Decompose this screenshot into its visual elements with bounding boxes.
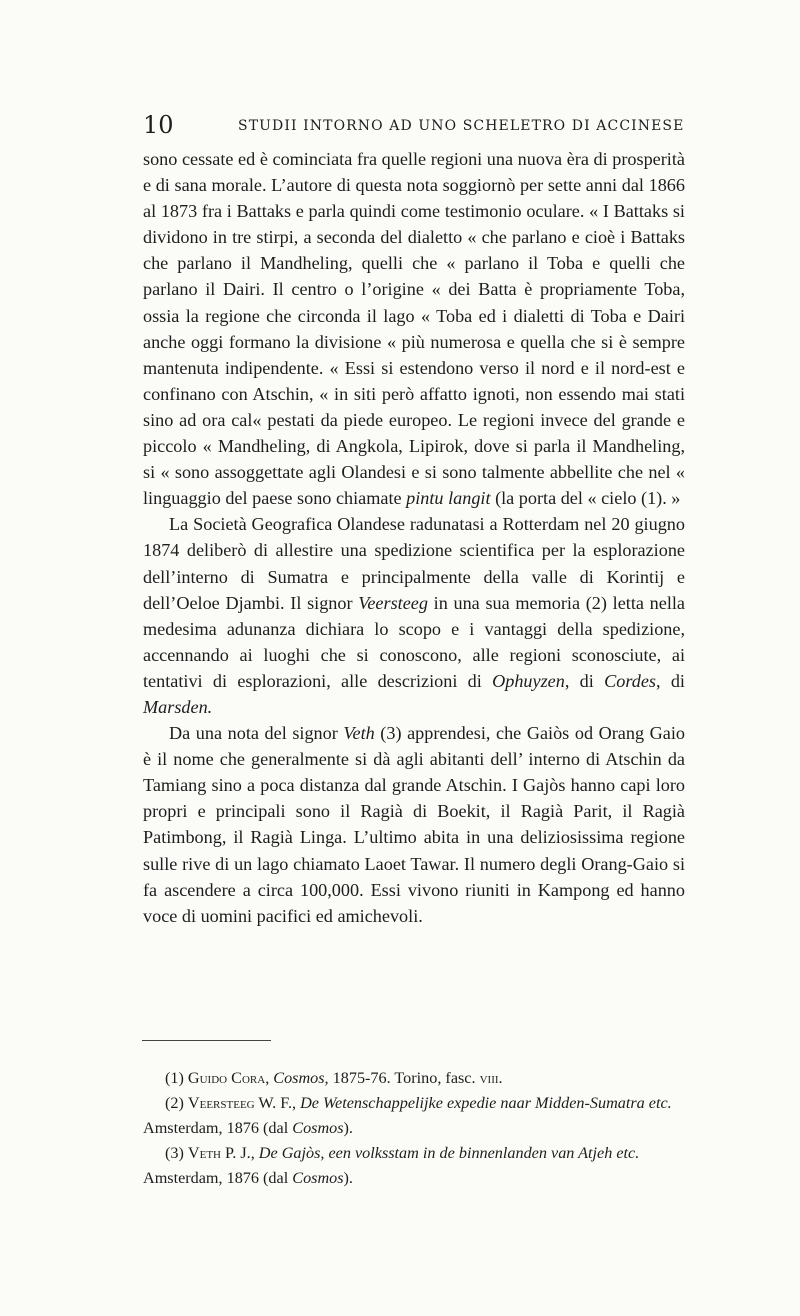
footnote-divider (142, 1040, 271, 1041)
footnote-2 (143, 1091, 685, 1141)
text-run: , di (564, 670, 605, 691)
text-run: 1875-76. Torino, fasc. (328, 1069, 480, 1087)
text-run: , di (656, 670, 685, 691)
page-number: 10 (143, 111, 174, 139)
footnotes (143, 1066, 685, 1191)
text-run: (1) (165, 1069, 188, 1087)
text-run: (3) (165, 1144, 188, 1162)
text-run: Amsterdam, 1876 (dal (143, 1119, 293, 1137)
running-title: STUDII INTORNO AD UNO SCHELETRO DI ACCINESE (238, 118, 685, 134)
italic-text: Cosmos, (273, 1069, 329, 1087)
author-name: Veersteeg (187, 1094, 255, 1112)
italic-text: Marsden. (143, 696, 213, 717)
text-run: Da una nota del signor (169, 723, 344, 744)
paragraph-1 (143, 146, 685, 511)
footnote-3 (143, 1141, 685, 1191)
paragraph-3 (143, 720, 685, 929)
body-text (143, 146, 685, 929)
text-run: (la porta del « cielo (1). » (490, 488, 681, 509)
text-run: in una sua memoria (2) letta nella medesima adunanza dichiara lo scopo e i vantaggi della spedizione, accennando ai luoghi che si conoscono, alle regioni sconosciute, ai tentativi di esplorazioni, alle descrizioni di (143, 592, 685, 691)
text-run: ). (343, 1119, 353, 1137)
paragraph-2 (143, 511, 685, 720)
text-run: Amsterdam, 1876 (dal (143, 1169, 293, 1187)
author-name: viii (479, 1069, 499, 1087)
italic-text: De Wetenschappelijke expedie naar Midden-Sumatra etc. (300, 1094, 672, 1112)
italic-text: Cosmos (292, 1119, 344, 1137)
page-header (143, 110, 688, 140)
author-name: Guido Cora (187, 1069, 266, 1087)
text-run: P. J., (221, 1144, 259, 1162)
text-run: (2) (165, 1094, 188, 1112)
text-run: sono cessate ed è cominciata fra quelle regioni una nuova èra di prosperità e di sana morale. L’autore di questa nota soggiornò per sette anni dal 1866 al 1873 fra i Battaks e parla quindi come testimonio oculare. « I Battaks si dividono in tre stirpi, a seconda del dialetto « che parlano e cioè i Battaks che parlano il Mandheling, quelli che « parlano il Toba e quelli che parlano il Dairi. Il centro o l’origine « dei Batta è propriamente Toba, ossia la regione che circonda il lago « Toba ed i dialetti di Toba e Dairi anche oggi formano la divisione « più numerosa e quella che si è sempre mantenuta indipendente. « Essi si estendono verso il nord e il nord-est e confinano con Atschin, « in siti però affatto ignoti, non essendo mai stati sino ad ora cal« pestati da piede europeo. Le regioni invece del grande e piccolo « Mandheling, di Angkola, Lipirok, dove si parla il Mandheling, si « sono assoggettate agli Olandesi e si sono talmente abbellite che nel « linguaggio del paese sono chiamate (143, 149, 685, 509)
italic-text: Ophuyzen (492, 670, 565, 691)
author-name: Veth (187, 1144, 221, 1162)
italic-text: De Gajòs, een volksstam in de binnenlanden van Atjeh etc. (258, 1144, 640, 1162)
text-run: ). (343, 1169, 353, 1187)
text-run: W. F., (254, 1094, 301, 1112)
text-run: (3) apprendesi, che Gaiòs od Orang Gaio è il nome che generalmente si dà agli abitanti dell’ interno di Atschin da Tamiang sino a poca distanza dal grande Atschin. I Gajòs hanno capi loro propri e principali sono il Ragià di Boekit, il Ragià Parit, il Ragià Patimbong, il Ragià Linga. L’ultimo abita in una deliziosissima regione sulle rive di un lago chiamato Laoet Tawar. Il numero degli Orang-Gaio si fa ascendere a circa 100,000. Essi vivono riuniti in Kampong ed hanno voce di uomini pacifici ed amichevoli. (143, 723, 686, 926)
italic-text: Cosmos (292, 1169, 344, 1187)
text-run: , (265, 1069, 274, 1087)
italic-text: Veth (343, 723, 375, 744)
italic-text: Cordes (604, 670, 656, 691)
italic-text: pintu langit (406, 488, 491, 509)
italic-text: Veersteeg (358, 592, 428, 613)
text-run: . (498, 1069, 503, 1087)
footnote-1 (143, 1066, 685, 1091)
text-run: La Società Geografica Olandese radunatasi a Rotterdam nel 20 giugno 1874 deliberò di allestire una spedizione scientifica per la esplorazione dell’interno di Sumatra e principalmente della valle di Korintij e dell’Oeloe Djambi. Il signor (143, 514, 685, 613)
